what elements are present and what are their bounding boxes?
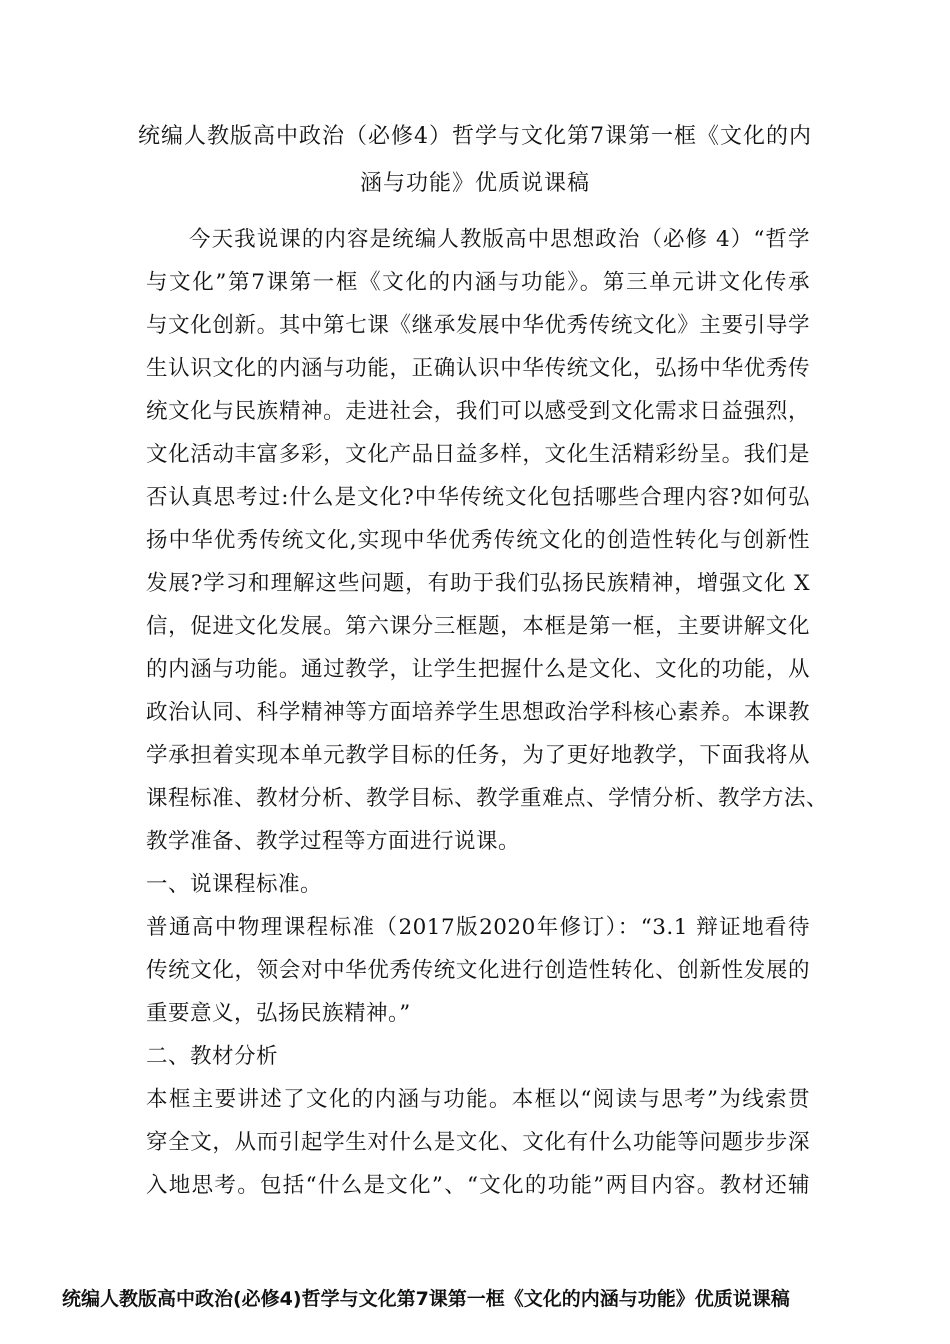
- body-line-7: 否认真思考过:什么是文化?中华传统文化包括哪些合理内容?如何弘: [146, 485, 810, 510]
- body-line-17: 普通高中物理课程标准（2017版2020年修订）：“3.1 辩证地看待: [146, 915, 810, 940]
- body-line-15: 教学准备、教学过程等方面进行说课。: [146, 829, 521, 854]
- section-heading-textbook-analysis: 二、教材分析: [146, 1044, 279, 1069]
- document-title-line-2: 涵与功能》优质说课稿: [359, 171, 590, 196]
- body-line-19: 重要意义，弘扬民族精神。”: [146, 1001, 411, 1026]
- body-line-12: 政治认同、科学精神等方面培养学生思想政治学科核心素养。本课教: [146, 700, 810, 725]
- body-line-2: 与文化”第7课第一框《文化的内涵与功能》。第三单元讲文化传承: [146, 270, 810, 295]
- body-line-9: 发展?学习和理解这些问题，有助于我们弘扬民族精神，增强文化 X: [146, 571, 810, 596]
- body-line-13: 学承担着实现本单元教学目标的任务，为了更好地教学，下面我将从: [146, 743, 810, 768]
- body-line-10: 信，促进文化发展。第六课分三框题，本框是第一框，主要讲解文化: [146, 614, 810, 639]
- body-line-1: 今天我说课的内容是统编人教版高中思想政治（必修 4）“哲学: [189, 227, 810, 252]
- body-line-21: 本框主要讲述了文化的内涵与功能。本框以“阅读与思考”为线索贯: [146, 1087, 810, 1112]
- document-title-line-1: 统编人教版高中政治（必修4）哲学与文化第7课第一框《文化的内: [138, 124, 812, 149]
- body-line-8: 扬中华优秀传统文化,实现中华优秀传统文化的创造性转化与创新性: [146, 528, 810, 553]
- body-line-3: 与文化创新。其中第七课《继承发展中华优秀传统文化》主要引导学: [146, 313, 810, 338]
- body-line-5: 统文化与民族精神。走进社会，我们可以感受到文化需求日益强烈，: [146, 399, 810, 424]
- body-line-4: 生认识文化的内涵与功能，正确认识中华传统文化，弘扬中华优秀传: [146, 356, 810, 381]
- body-line-11: 的内涵与功能。通过教学，让学生把握什么是文化、文化的功能，从: [146, 657, 810, 682]
- section-heading-curriculum-standard: 一、说课程标准。: [146, 872, 323, 897]
- body-line-22: 穿全文，从而引起学生对什么是文化、文化有什么功能等问题步步深: [146, 1130, 810, 1155]
- body-line-18: 传统文化，领会对中华优秀传统文化进行创造性转化、创新性发展的: [146, 958, 810, 983]
- body-line-14: 课程标准、教材分析、教学目标、教学重难点、学情分析、教学方法、: [146, 786, 829, 811]
- footer-caption: 统编人教版高中政治(必修4)哲学与文化第7课第一框《文化的内涵与功能》优质说课稿: [62, 1288, 790, 1310]
- body-line-6: 文化活动丰富多彩，文化产品日益多样，文化生活精彩纷呈。我们是: [146, 442, 810, 467]
- body-line-23: 入地思考。包括“什么是文化”、“文化的功能”两目内容。教材还辅: [146, 1173, 810, 1198]
